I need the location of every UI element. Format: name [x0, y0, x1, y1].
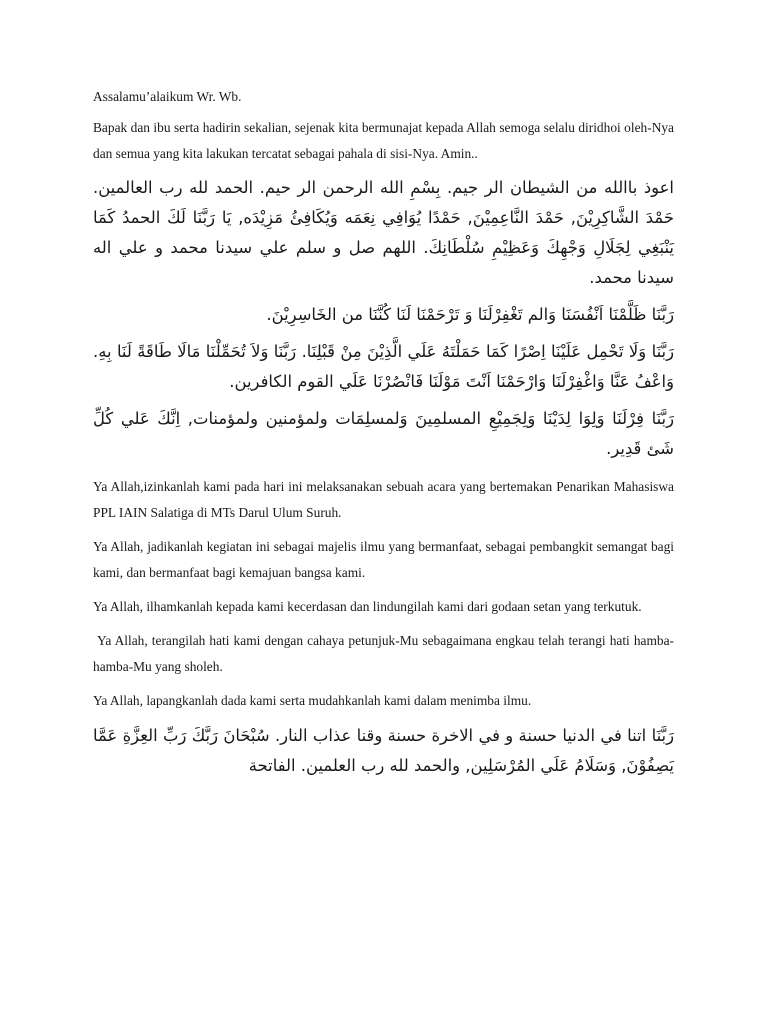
doa-paragraph-3: Ya Allah, ilhamkanlah kepada kami kecerdasan dan lindungilah kami dari godaan setan yang terkutuk.	[93, 599, 642, 614]
doa-paragraph-2: Ya Allah, jadikanlah kegiatan ini sebagai majelis ilmu yang bermanfaat, sebagai pembangkit semangat bagi kami, dan bermanfaat bagi kemajuan bangsa kami.	[93, 539, 674, 580]
doa-paragraph-1: Ya Allah,izinkanlah kami pada hari ini melaksanakan sebuah acara yang bertemakan Penarikan Mahasiswa PPL IAIN Salatiga di MTs Darul Ulum Suruh.	[93, 479, 674, 520]
arabic-prayer-3: رَبَّنَا وَلَا تَحْمِل عَلَيْنَا اِصْرًا كَمَا حَمَلْتَهُ عَلَي الَّذِيْنَ مِنْ قَبْلِنَا. رَبَّنَا وَلاَ تُحَمِّلْنَا مَالَا طَاقَةً لَنَا بِهِ. وَاعْفُ عَنَّا وَاغْفِرْلَنَا وَارْحَمْنَا اَنْتَ مَوْلَنَا فَانْصُرْنَا عَلَي القوم الكافرين.	[93, 342, 674, 391]
arabic-opening-prayer: اعوذ باالله من الشيطان الر جيم. بِسْمِ الله الرحمن الر حيم. الحمد لله رب العالمين. حَمْدَ الشَّاكِرِيْنَ, حَمْدَ النَّاعِمِيْنَ, حَمْدًا يُوَافِي نِعَمَه وَيُكَافِئُ مَزِيْدَه, يَا رَبَّنَا لَكَ الحمدُ كَمَا يَنْبَغِي لِجَلَالِ وَجْهِكَ وَعَظِيْمِ سُلْطَانِكَ. اللهم صل و سلم علي سيدنا محمد و علي اله سيدنا محمد.	[93, 178, 674, 287]
arabic-prayer-4: رَبَّنَا فِرْلَنَا وَلِوَا لِدَيْنَا وَلِجَمِيْعِ المسلمِينَ وَلمسلِمَات ولمؤمنين ولمؤمنات, اِنَّكَ عَلي كُلِّ شَئ قَدِير.	[93, 409, 674, 458]
arabic-closing-prayer: رَبَّنَا اتنا في الدنيا حسنة و في الاخرة حسنة وقنا عذاب النار. سُبْحَانَ رَبَّكَ رَبِّ العِزَّةِ عَمَّا يَصِفُوْنَ, وَسَلَامُ عَلَي المُرْسَلِين, والحمد لله رب العلمين. الفاتحة	[93, 726, 674, 775]
intro-paragraph: Bapak dan ibu serta hadirin sekalian, sejenak kita bermunajat kepada Allah semoga selalu diridhoi oleh-Nya dan semua yang kita lakukan tercatat sebagai pahala di sisi-Nya. Amin..	[93, 120, 674, 161]
greeting: Assalamu’alaikum Wr. Wb.	[93, 89, 242, 104]
doa-paragraph-5: Ya Allah, lapangkanlah dada kami serta mudahkanlah kami dalam menimba ilmu.	[93, 693, 532, 708]
doa-paragraph-4: Ya Allah, terangilah hati kami dengan cahaya petunjuk-Mu sebagaimana engkau telah terangi hati hamba-hamba-Mu yang sholeh.	[93, 633, 674, 674]
document-page	[93, 84, 674, 781]
arabic-prayer-2: رَبَّنَا ظَلَّمْنَا اَنْفُسَنَا وَالم تَغْفِرْلَنَا وَ تَرْحَمْنَا لَنَا كُنَّنَا من الخَاسِرِيْنَ.	[266, 305, 674, 324]
